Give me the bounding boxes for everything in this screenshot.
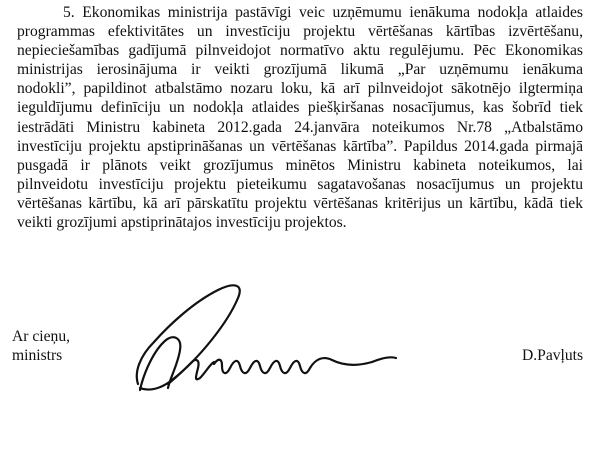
paragraph-line: programmas efektivitātes un investīciju projektu vērtēšanas kārtības izvērtēšanu,: [17, 23, 583, 41]
paragraph-line: iestrādāti Ministru kabineta 2012.gada 24.janvāra noteikumos Nr.78 „Atbalstāmo: [17, 118, 583, 136]
closing-block: [12, 327, 70, 365]
body-paragraph: [17, 3, 583, 232]
signer-position: ministrs: [12, 347, 63, 364]
paragraph-line: nepieciešamības gadījumā pilnveidojot normatīvo aktu regulējumu. Pēc Ekonomikas: [17, 42, 583, 60]
paragraph-line: nodokli”, papildinot atbalstāmo nozaru loku, kā arī pilnveidojot sākotnējo ilgtermiņa: [17, 80, 583, 98]
paragraph-line: pusgadā ir plānots veikt grozījumus minētos Ministru kabineta noteikumos, lai: [17, 156, 583, 174]
paragraph-line: veikti grozījumi apstiprinātajos investīciju projektos.: [17, 214, 347, 232]
paragraph-line: ieguldījumu definīciju un nodokļa atlaides piešķiršanas nosacījumus, kas šobrīd tiek: [17, 99, 583, 117]
signer-name: D.Pavļuts: [522, 347, 584, 364]
paragraph-line: ministrijas ierosinājuma ir veikti grozījumā likumā „Par uzņēmumu ienākuma: [17, 61, 583, 79]
closing-greeting: Ar cieņu,: [12, 328, 71, 345]
paragraph-line: 5. Ekonomikas ministrija pastāvīgi veic uzņēmumu ienākuma nodokļa atlaides: [63, 4, 583, 21]
paragraph-line: investīciju projektu apstiprināšanas un vērtēšanas kārtība”. Papildus 2014.gada pirmajā: [17, 137, 583, 155]
paragraph-line: pilnveidotu investīciju projektu pieteikumu sagatavošanas nosacījumus un projektu: [17, 175, 583, 193]
handwritten-signature: [110, 272, 400, 402]
paragraph-line: vērtēšanas kārtību, kā arī pārskatītu projektu vērtēšanas kritērijus un kārtību, kādā tiek: [17, 194, 583, 212]
